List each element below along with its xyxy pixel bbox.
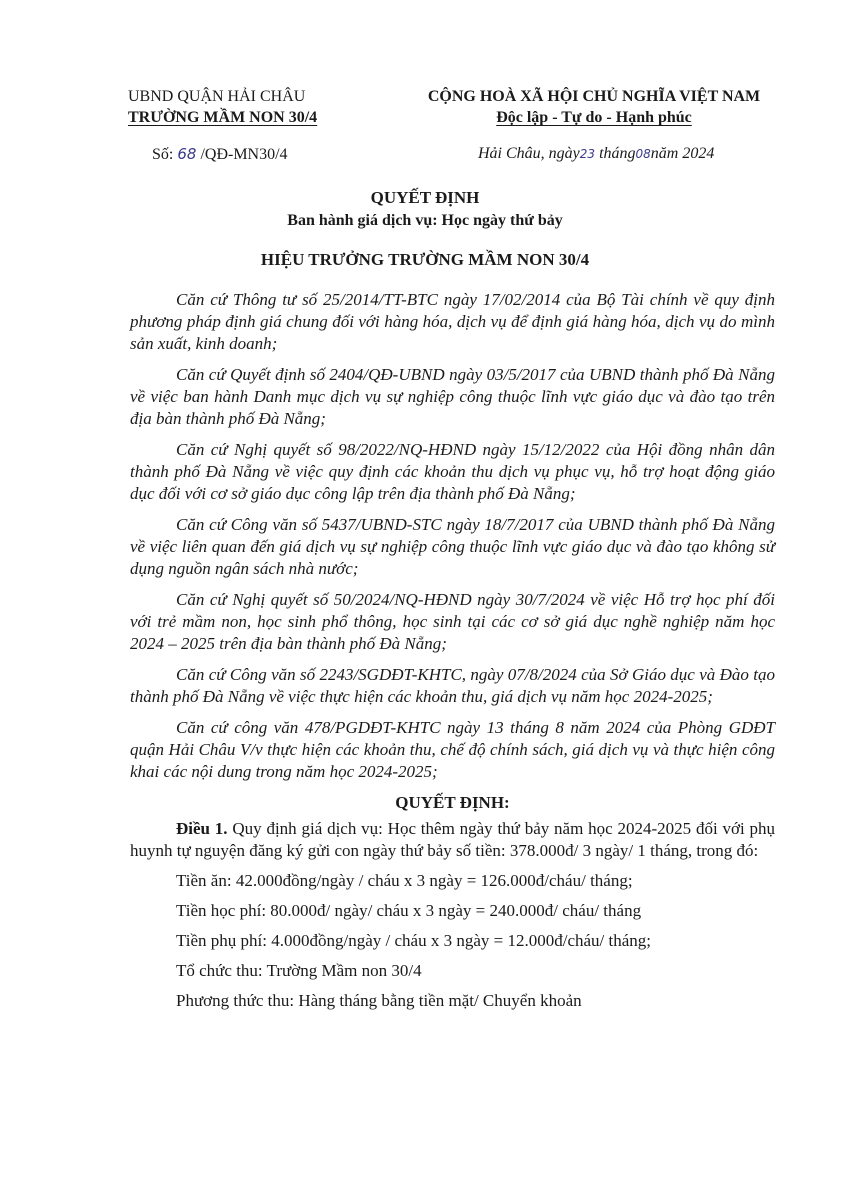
article-1-text: Quy định giá dịch vụ: Học thêm ngày thứ bảy năm học 2024-2025 đối với phụ huynh tự nguyện đăng ký gửi con ngày thứ bảy số tiền: 378.000đ/ 3 ngày/ 1 tháng, trong đó: <box>130 819 776 860</box>
payment-method: Phương thức thu: Hàng tháng bằng tiền mặt/ Chuyển khoản <box>176 991 582 1010</box>
collection-organizer: Tổ chức thu: Trường Mầm non 30/4 <box>176 961 422 980</box>
legal-basis-5: Căn cứ Nghị quyết số 50/2024/NQ-HĐND ngày 30/7/2024 về việc Hỗ trợ học phí đối với trẻ mầm non, học sinh phổ thông, học sinh tại các cơ sở giá dục nghề nghiệp năm học 2024 – 2025 trên địa bàn thành phố Đà Nẵng; <box>130 590 775 653</box>
doc-number-suffix: /QĐ-MN30/4 <box>196 146 288 163</box>
document-title: QUYẾT ĐỊNH <box>370 188 480 207</box>
legal-basis-2: Căn cứ Quyết định số 2404/QĐ-UBND ngày 03/5/2017 của UBND thành phố Đà Nẵng về việc ban hành Danh mục dịch vụ sự nghiệp công thuộc lĩnh vực giáo dục và đào tạo trên địa bàn thành phố Đà Nẵng; <box>130 365 775 428</box>
date-month-handwritten: 08 <box>635 147 651 161</box>
authority-title: HIỆU TRƯỞNG TRƯỜNG MẦM NON 30/4 <box>260 250 590 269</box>
national-motto: Độc lập - Tự do - Hạnh phúc <box>496 109 692 126</box>
doc-number-handwritten: 68 <box>177 145 197 163</box>
document-body <box>130 289 775 1020</box>
article-1-label: Điều 1. <box>176 819 228 838</box>
legal-basis-1: Căn cứ Thông tư số 25/2014/TT-BTC ngày 17/02/2014 của Bộ Tài chính về quy định phương pháp định giá chung đối với hàng hóa, dịch vụ để định giá hàng hóa, dịch vụ do mình sản xuất, kinh doanh; <box>130 290 775 353</box>
date-year: năm 2024 <box>650 145 715 162</box>
district-committee: UBND QUẬN HẢI CHÂU <box>128 88 306 105</box>
doc-number-prefix: Số: <box>152 146 178 163</box>
document-number <box>152 145 288 164</box>
national-header-block <box>404 86 784 128</box>
fee-tuition: Tiền học phí: 80.000đ/ ngày/ cháu x 3 ngày = 240.000đ/ cháu/ tháng <box>176 901 642 920</box>
date-day-handwritten: 23 <box>579 147 596 161</box>
fee-meal: Tiền ăn: 42.000đồng/ngày / cháu x 3 ngày = 126.000đ/cháu/ tháng; <box>176 871 633 890</box>
school-name: TRƯỜNG MẦM NON 30/4 <box>128 109 318 126</box>
legal-basis-3: Căn cứ Nghị quyết số 98/2022/NQ-HĐND ngày 15/12/2022 của Hội đồng nhân dân thành phố Đà Nẵng về việc quy định các khoản thu dịch vụ phục vụ, hỗ trợ hoạt động giáo dục đối với cơ sở giáo dục công lập trên địa thành phố Đà Nẵng; <box>130 440 775 503</box>
issuing-agency-block <box>128 86 388 128</box>
fee-surcharge: Tiền phụ phí: 4.000đồng/ngày / cháu x 3 ngày = 12.000đ/cháu/ tháng; <box>176 931 651 950</box>
article-1 <box>130 818 775 862</box>
date-month-label: tháng <box>595 145 636 162</box>
date-line <box>478 145 714 163</box>
legal-basis-6: Căn cứ Công văn số 2243/SGDĐT-KHTC, ngày 07/8/2024 của Sở Giáo dục và Đào tạo thành phố Đà Nẵng về việc thực hiện các khoản thu, giá dịch vụ năm học 2024-2025; <box>130 665 775 706</box>
legal-basis-7: Căn cứ công văn 478/PGDĐT-KHTC ngày 13 tháng 8 năm 2024 của Phòng GDĐT quận Hải Châu V/v thực hiện các khoản thu, chế độ chính sách, giá dịch vụ và thực hiện công khai các nội dung trong năm học 2024-2025; <box>130 718 775 781</box>
document-subtitle: Ban hành giá dịch vụ: Học ngày thứ bảy <box>287 212 563 229</box>
national-title: CỘNG HOÀ XÃ HỘI CHỦ NGHĨA VIỆT NAM <box>427 88 761 105</box>
legal-basis-4: Căn cứ Công văn số 5437/UBND-STC ngày 18/7/2017 của UBND thành phố Đà Nẵng về việc liên quan đến giá dịch vụ sự nghiệp công thuộc lĩnh vực giáo dục và đào tạo không sử dụng nguồn ngân sách nhà nước; <box>130 515 775 578</box>
date-prefix: Hải Châu, ngày <box>478 145 580 162</box>
decision-heading: QUYẾT ĐỊNH: <box>395 793 510 812</box>
